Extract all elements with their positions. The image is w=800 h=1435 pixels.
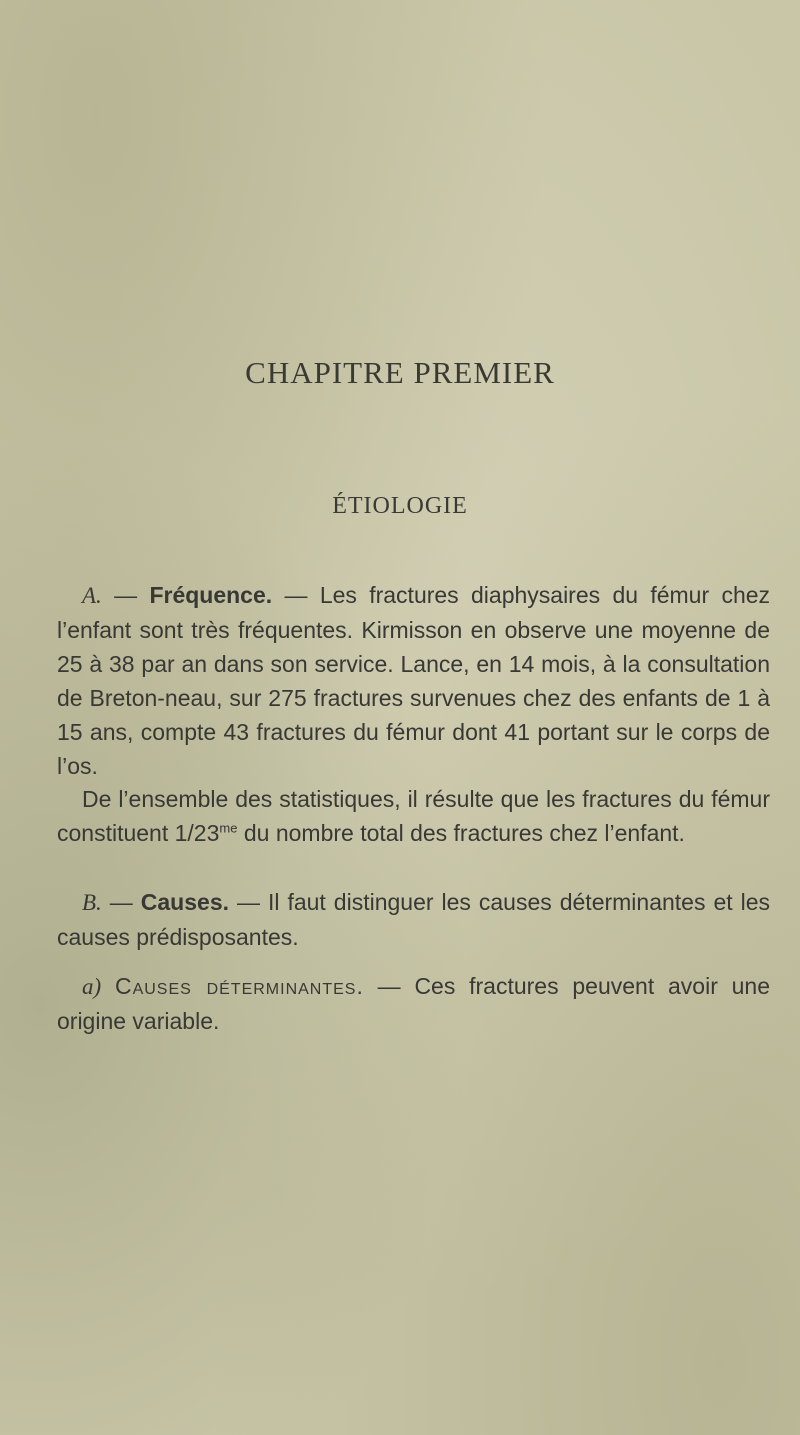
paragraph-statistiques	[57, 782, 770, 850]
frequence-dash-1: —	[101, 582, 150, 608]
stats-text-after: du nombre total des fractures chez l’enfant.	[237, 820, 685, 846]
causes-dash-1: —	[101, 889, 141, 915]
frequence-dash-2: —	[272, 582, 320, 608]
frequence-text: Les fractures diaphysaires du fémur chez l’enfant sont très fréquentes. Kirmisson en observe une moyenne de 25 à 38 par an dans son service. Lance, en 14 mois, à la consultation de Breton-neau, sur 275 fractures survenues chez des enfants de 1 à 15 ans, compte 43 fractures du fémur dont 41 portant sur le corps de l’os.	[57, 582, 771, 779]
chapter-title: CHAPITRE PREMIER	[245, 355, 555, 390]
paragraph-determinantes	[57, 969, 770, 1038]
determinantes-dash: —	[363, 973, 415, 999]
section-title: ÉTIOLOGIE	[332, 493, 468, 519]
paragraph-causes	[57, 885, 770, 954]
determinantes-text: Ces fractures peuvent avoir une origine variable.	[57, 973, 771, 1034]
stats-superscript: me	[219, 820, 238, 836]
causes-letter: B.	[82, 890, 102, 915]
paragraph-frequence	[57, 578, 770, 783]
causes-text: Il faut distinguer les causes déterminantes et les causes prédisposantes.	[57, 889, 771, 950]
determinantes-letter: a)	[82, 974, 102, 999]
causes-dash-2: —	[229, 889, 268, 915]
stats-text-before: De l’ensemble des statistiques, il résulte que les fractures du fémur constituent 1/23	[57, 786, 770, 846]
causes-heading: Causes.	[140, 889, 229, 915]
frequence-letter: A.	[82, 583, 102, 608]
frequence-heading: Fréquence.	[149, 582, 273, 608]
determinantes-heading: Causes déterminantes.	[114, 973, 364, 999]
